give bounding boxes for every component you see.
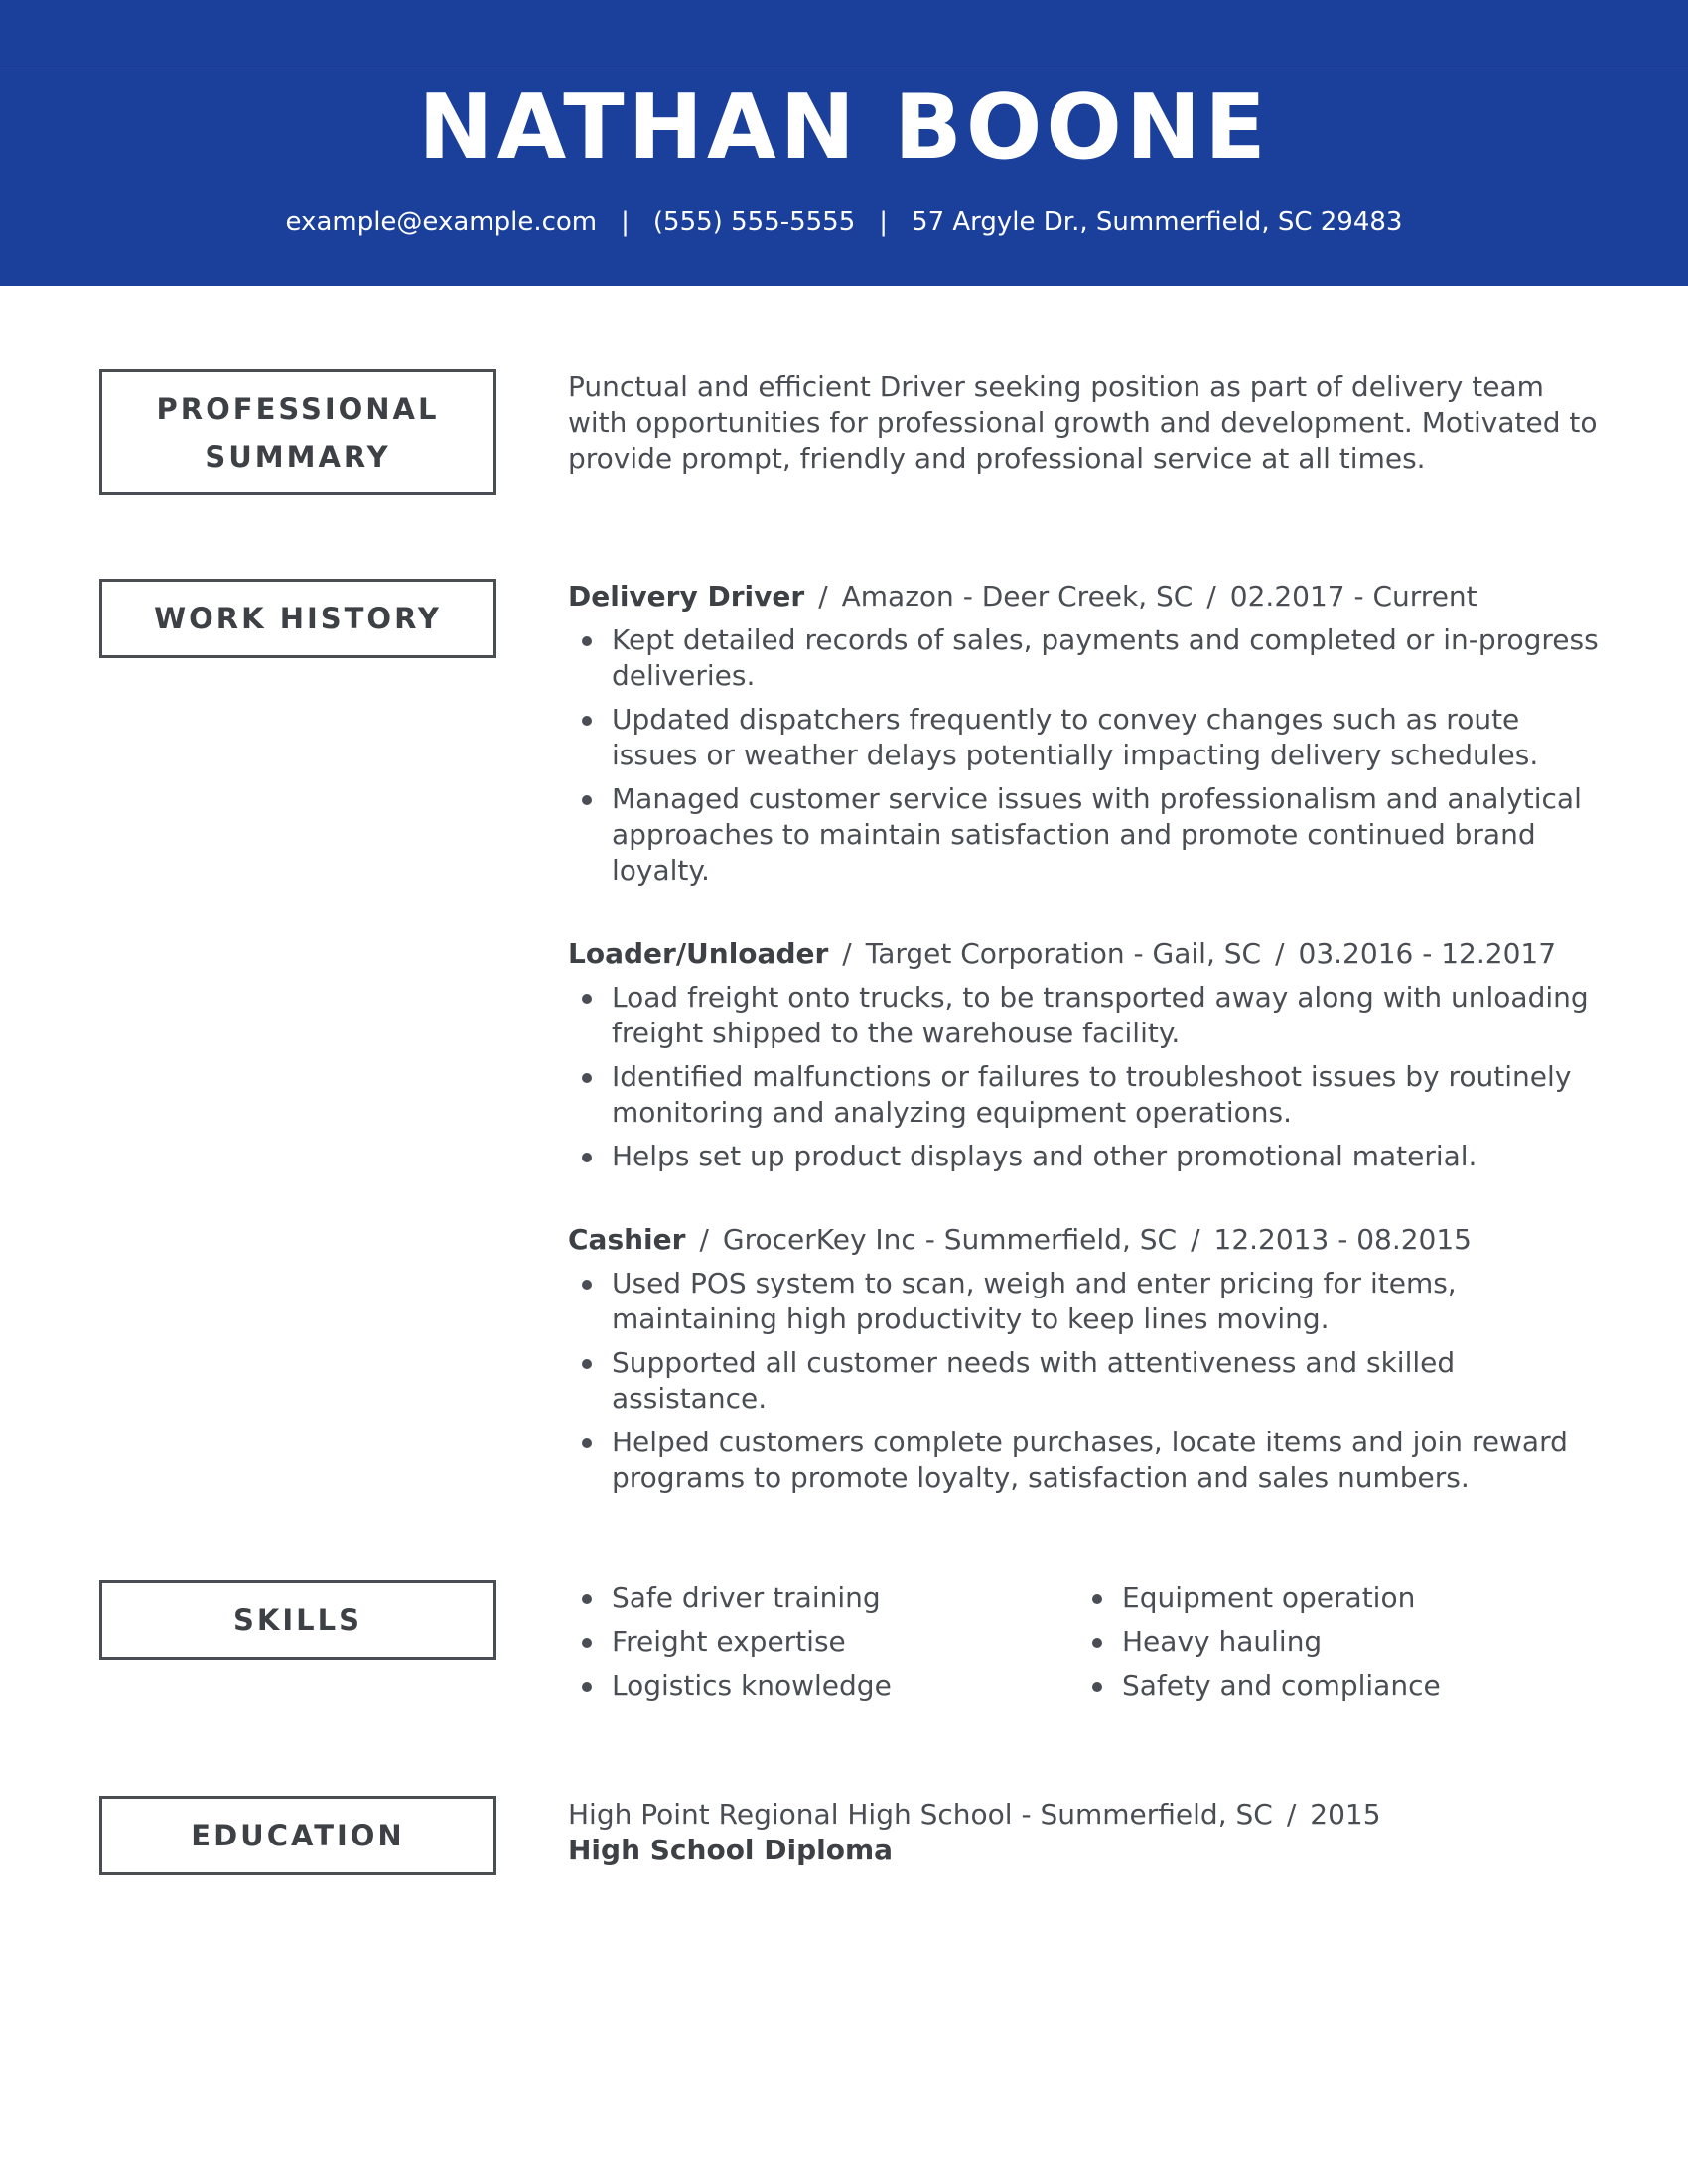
education-school-line: High Point Regional High School - Summerfield, SC / 2015 — [568, 1798, 1381, 1831]
job-bullet: Helped customers complete purchases, locate items and join reward programs to promote loyalty, satisfaction and sales numbers. — [568, 1425, 1601, 1496]
job-bullets — [568, 980, 1601, 1174]
skills-column-right — [1078, 1580, 1589, 1711]
header-banner — [0, 0, 1688, 286]
work-history-heading: WORK HISTORY — [154, 602, 442, 635]
summary-text: Punctual and efficient Driver seeking position as part of delivery team with opportunities for professional growth and development. Motivated to provide prompt, friendly and professional service at all times. — [568, 370, 1598, 475]
education-degree: High School Diploma — [568, 1834, 894, 1866]
job-company: GrocerKey Inc - Summerfield, SC — [722, 1223, 1178, 1256]
skills-column-left — [568, 1580, 1078, 1711]
section-heading-work-history — [99, 579, 496, 658]
contact-separator: | — [621, 207, 630, 237]
job-bullets — [568, 1266, 1601, 1496]
job-dates: 12.2013 - 08.2015 — [1213, 1223, 1472, 1256]
skill-item: Equipment operation — [1078, 1580, 1589, 1616]
job-dates: 02.2017 - Current — [1229, 580, 1477, 613]
job-bullet: Kept detailed records of sales, payments and completed or in-progress deliveries. — [568, 622, 1601, 694]
job-bullet: Updated dispatchers frequently to convey changes such as route issues or weather delays potentially impacting delivery schedules. — [568, 702, 1601, 773]
summary-heading-line1: PROFESSIONAL — [156, 391, 440, 426]
job-header: Cashier / GrocerKey Inc - Summerfield, SC / 12.2013 - 08.2015 — [568, 1223, 1472, 1256]
contact-line — [0, 205, 1688, 240]
section-heading-education — [99, 1796, 496, 1875]
education-school: High Point Regional High School - Summerfield, SC — [568, 1798, 1273, 1831]
contact-phone: (555) 555-5555 — [652, 207, 856, 237]
job-entry — [568, 579, 1601, 888]
job-entry — [568, 936, 1601, 1174]
job-company: Amazon - Deer Creek, SC — [841, 580, 1194, 613]
job-company: Target Corporation - Gail, SC — [865, 937, 1262, 970]
summary-heading-line2: SUMMARY — [205, 439, 391, 474]
job-bullet: Identified malfunctions or failures to troubleshoot issues by routinely monitoring and analyzing equipment operations. — [568, 1059, 1601, 1131]
job-dates: 03.2016 - 12.2017 — [1298, 937, 1557, 970]
contact-address: 57 Argyle Dr., Summerfield, SC 29483 — [912, 207, 1403, 237]
skill-item: Freight expertise — [568, 1624, 1078, 1660]
job-bullets — [568, 622, 1601, 888]
skills-grid — [568, 1580, 1601, 1711]
job-title: Loader/Unloader — [568, 937, 829, 970]
skill-item: Heavy hauling — [1078, 1624, 1589, 1660]
education-content — [568, 1797, 1601, 1868]
job-entry — [568, 1222, 1601, 1496]
job-bullet: Used POS system to scan, weigh and enter pricing for items, maintaining high productivity to keep lines moving. — [568, 1266, 1601, 1337]
work-history-content — [568, 579, 1601, 1544]
job-bullet: Managed customer service issues with professionalism and analytical approaches to maintain satisfaction and promote continued brand loyalty. — [568, 781, 1601, 888]
job-title: Delivery Driver — [568, 580, 805, 613]
summary-content — [568, 369, 1601, 477]
job-header: Loader/Unloader / Target Corporation - Gail, SC / 03.2016 - 12.2017 — [568, 937, 1557, 970]
education-year: 2015 — [1310, 1798, 1381, 1831]
candidate-name: NATHAN BOONE — [418, 75, 1270, 180]
skill-item: Safe driver training — [568, 1580, 1078, 1616]
skills-heading: SKILLS — [233, 1603, 362, 1637]
contact-separator: | — [879, 207, 889, 237]
job-bullet: Helps set up product displays and other promotional material. — [568, 1139, 1601, 1174]
skills-content — [568, 1580, 1601, 1711]
section-heading-summary — [99, 369, 496, 495]
education-heading: EDUCATION — [191, 1819, 405, 1852]
skill-item: Safety and compliance — [1078, 1668, 1589, 1704]
section-heading-skills — [99, 1580, 496, 1660]
skill-item: Logistics knowledge — [568, 1668, 1078, 1704]
job-header: Delivery Driver / Amazon - Deer Creek, SC / 02.2017 - Current — [568, 580, 1477, 613]
job-bullet: Supported all customer needs with attentiveness and skilled assistance. — [568, 1345, 1601, 1417]
job-bullet: Load freight onto trucks, to be transported away along with unloading freight shipped to the warehouse facility. — [568, 980, 1601, 1051]
job-title: Cashier — [568, 1223, 686, 1256]
contact-email: example@example.com — [285, 207, 598, 237]
